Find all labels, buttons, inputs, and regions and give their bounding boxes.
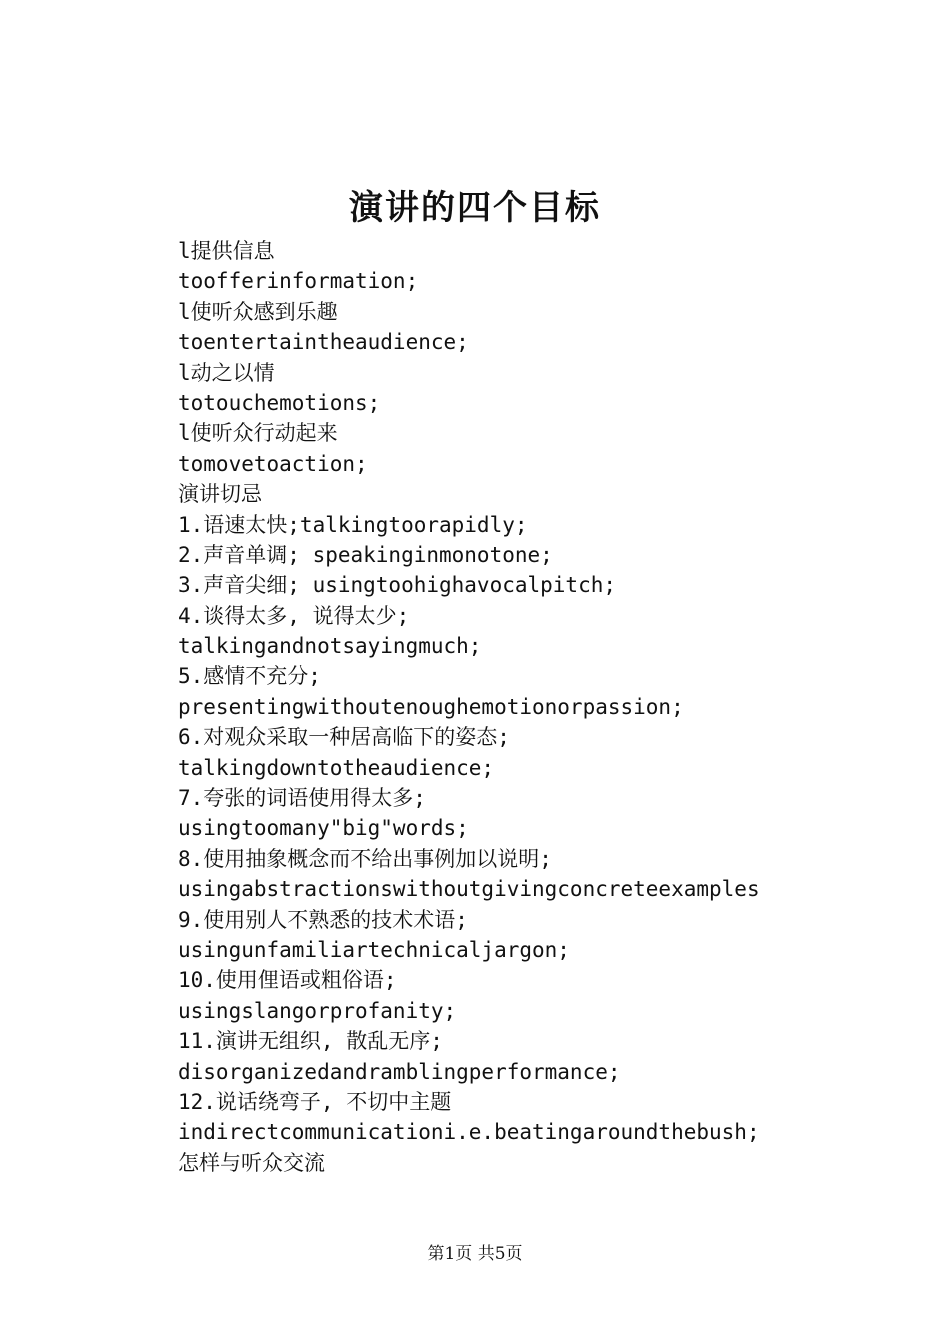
section-heading: 演讲切忌 — [178, 482, 262, 507]
text-line: 7.夸张的词语使用得太多; — [178, 786, 426, 811]
text-line: 2.声音单调; speakinginmonotone; — [178, 542, 553, 567]
text-line: talkingandnotsayingmuch; — [178, 634, 482, 659]
text-line: l动之以情 — [178, 360, 275, 385]
text-line: 1.语速太快;talkingtoorapidly; — [178, 512, 528, 537]
text-line: usingabstractionswithoutgivingconcreteexamples — [178, 877, 760, 902]
text-line: totouchemotions; — [178, 390, 381, 415]
section-heading: 怎样与听众交流 — [178, 1150, 325, 1175]
document-body — [178, 236, 878, 1178]
text-line: 6.对观众采取一种居高临下的姿态; — [178, 725, 510, 750]
text-line: usingslangorprofanity; — [178, 998, 457, 1023]
text-line: toentertaintheaudience; — [178, 330, 469, 355]
page-title: 演讲的四个目标 — [349, 188, 601, 228]
text-line: 12.说话绕弯子, 不切中主题 — [178, 1089, 452, 1114]
text-line: l使听众行动起来 — [178, 421, 338, 446]
text-line: 10.使用俚语或粗俗语; — [178, 968, 397, 993]
text-line: 9.使用别人不熟悉的技术术语; — [178, 907, 468, 932]
text-line: tomovetoaction; — [178, 451, 368, 476]
text-line: usingunfamiliartechnicaljargon; — [178, 937, 570, 962]
text-line: usingtoomany"big"words; — [178, 816, 469, 841]
text-line: l提供信息 — [178, 239, 275, 263]
text-line: presentingwithoutenoughemotionorpassion; — [178, 694, 684, 719]
text-line: disorganizedandramblingperformance; — [178, 1059, 621, 1084]
text-line: talkingdowntotheaudience; — [178, 755, 495, 780]
text-line: 4.谈得太多, 说得太少; — [178, 603, 410, 628]
text-line: indirectcommunicationi.e.beatingaroundthebush; — [178, 1120, 760, 1145]
text-line: 11.演讲无组织, 散乱无序; — [178, 1029, 443, 1054]
text-line: 5.感情不充分; — [178, 664, 321, 689]
text-line: toofferinformation; — [178, 269, 419, 294]
text-line: 3.声音尖细; usingtoohighavocalpitch; — [178, 573, 617, 598]
text-line: 8.使用抽象概念而不给出事例加以说明; — [178, 846, 552, 871]
page-footer: 第1页 共5页 — [427, 1244, 523, 1264]
text-line: l使听众感到乐趣 — [178, 299, 338, 324]
